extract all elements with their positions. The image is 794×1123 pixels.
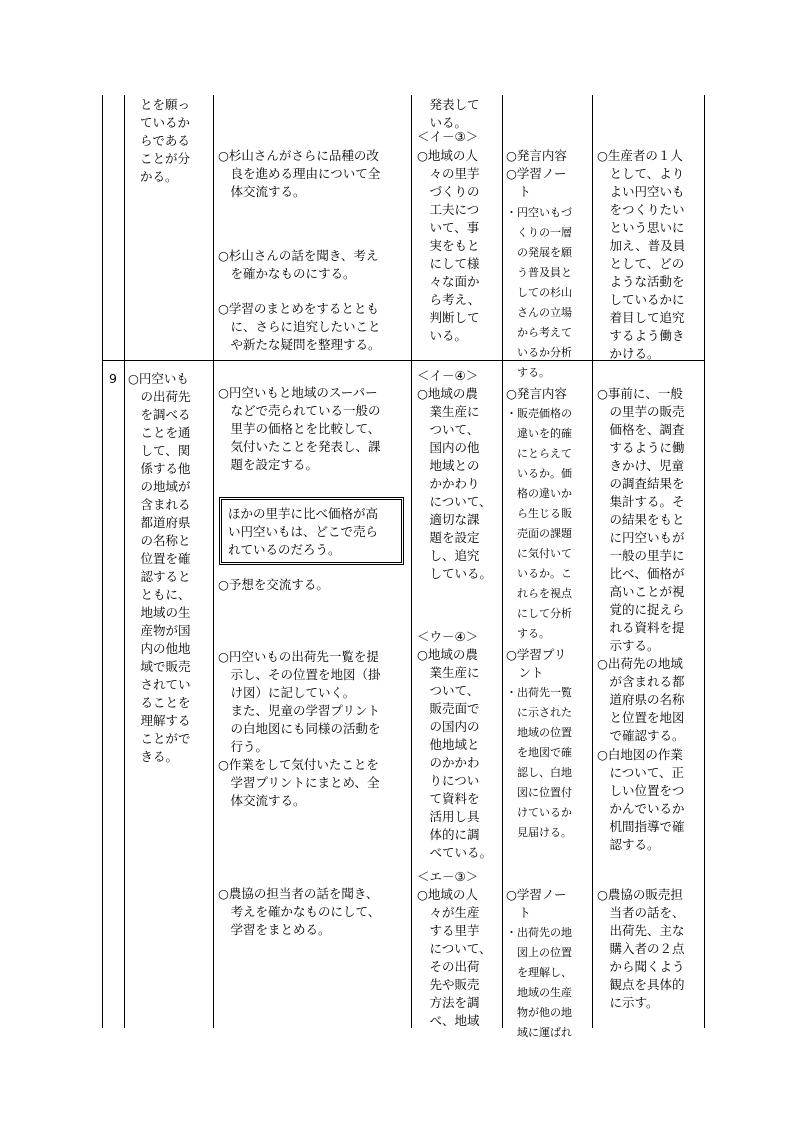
row9-support-3: ○農協の販売担 当者の話を、 出荷先、主な 購入者の２点 から聞くよう 観点を具体的 に示す。: [597, 887, 685, 1010]
row9-goal-text: ○円空いも の出荷先 を調べる ことを通 して、関 係する他 の地域が 含まれる 都道府県 の名称と 位置を確 認すると ともに、 地域の生 産物が国 内の他地 域で販売 されてい ることを 理解する ことがで きる。: [128, 371, 191, 764]
column-divider-1: [124, 95, 125, 1028]
row-number: 9: [109, 371, 117, 386]
row9-method-note-1: ・販売価格の 違いを的確 にとらえて いるか。価 格の違いか ら生じる販 売面の課題 に気付いて いるか。こ れらを視点 にして分析 する。: [506, 407, 572, 640]
row9-support-2: ○白地図の作業 について、正 しい位置をつ かんでいるか 机間指導で確 認する。: [597, 747, 685, 852]
row9-eval-criterion-2: ○地域の農 業生産に ついて、 販売面で の国内の 他地域と のかかわ りについ て資料を 活用し具 体的に調 べている。: [417, 647, 493, 860]
row9-method-heading-1: ○発言内容: [506, 386, 567, 401]
row9-eval-tag-1: ＜イ－④＞: [417, 368, 479, 383]
prev-eval-text-top: 発表して いる。: [429, 97, 480, 130]
learning-task-text: ほかの里芋に比べ価格が高 い円空いもは、どこで売ら れているのだろう。: [228, 506, 379, 557]
prev-activity-1: ○杉山さんがさらに品種の改 良を進める理由について全 体交流する。: [218, 148, 381, 199]
row9-method-note-2: ・出荷先一覧 に示された 地域の位置 を地図で確 認し、白地 図に位置付 けているか 見届ける。: [506, 686, 572, 839]
row9-eval-tag-3: ＜エ－③＞: [417, 869, 479, 884]
row9-activity-4: ○農協の担当者の話を聞き、 考えを確かなものにして、 学習をまとめる。: [218, 886, 381, 937]
row9-method-heading-2: ○学習プリ ント: [506, 647, 567, 680]
prev-method-heading: ○発言内容 ○学習ノー ト: [506, 148, 567, 199]
prev-eval-criterion: ○地域の人 々の里芋 づくりの 工夫につ いて、事 実をもと にして様 々な面か ら考え、 判断して いる。: [417, 148, 481, 343]
column-divider-4: [502, 95, 503, 1028]
row9-eval-criterion-1: ○地域の農 業生産に ついて、 国内の他 地域との かかわり について、 適切な課 題を設定 し、追究 している。: [417, 386, 493, 581]
row9-method-note-3: ・出荷先の地 図上の位置 を理解し、 地域の生産 物が他の地 域に運ばれ: [506, 926, 572, 1039]
prev-activity-3: ○学習のまとめをするととも に、さらに追究したいこと や新たな疑問を整理する。: [218, 301, 381, 352]
row9-activity-1: ○円空いもと地域のスーパー などで売られている一般の 里芋の価格とを比較して、 気付いたことを発表し、課 題を設定する。: [218, 385, 381, 472]
table-border-right: [704, 95, 705, 1028]
prev-activity-2: ○杉山さんの話を聞き、考え を確かなものにする。: [218, 248, 379, 281]
column-divider-3: [411, 95, 412, 1028]
prev-support-text: ○生産者の１人 として、より よい円空いも をつくりたい という思いに 加え、普及員 として、どの ような活動を しているかに 着目して追究 するよう働き かける。: [597, 148, 686, 361]
table-border-left: [102, 95, 103, 1028]
column-divider-2: [213, 95, 214, 1028]
row9-method-heading-3: ○学習ノー ト: [506, 887, 567, 920]
column-divider-5: [592, 95, 593, 1028]
prev-eval-tag: ＜イ－③＞: [417, 129, 479, 144]
row9-support-1: ○事前に、一般 の里芋の販売 価格を、調査 するように働 きかけ、児童 の調査結果を 集計する。そ の結果をもと に円空いもが 一般の里芋に 比べ、価格が 高いことが視 覚的に捉えら れる資料を提 示する。 ○出荷先の地域 が含まれる都 道府県の名称 と位置を地図 で確認する。: [597, 386, 685, 743]
row9-eval-tag-2: ＜ウ－④＞: [417, 629, 479, 644]
prev-method-note: ・円空いもづ くりの一層 の発展を願 う普及員と しての杉山 さんの立場 から考えて いるか分析 する。: [506, 206, 572, 379]
row9-activity-3: ○円空いもの出荷先一覧を提 示し、その位置を地図（掛 け図）に記していく。 また、児童の学習プリント の白地図にも同様の活動を 行う。 ○作業をして気付いたことを 学習プリントにまとめ、全 体交流する。: [218, 649, 381, 808]
row9-eval-criterion-3: ○地域の人 々が生産 する里芋 について、 その出荷 先や販売 方法を調 べ、地域: [417, 887, 492, 1028]
row9-activity-2: ○予想を交流する。: [218, 577, 329, 592]
prev-goal-text: とを願っ ているか らである ことが分 かる。: [140, 97, 191, 184]
